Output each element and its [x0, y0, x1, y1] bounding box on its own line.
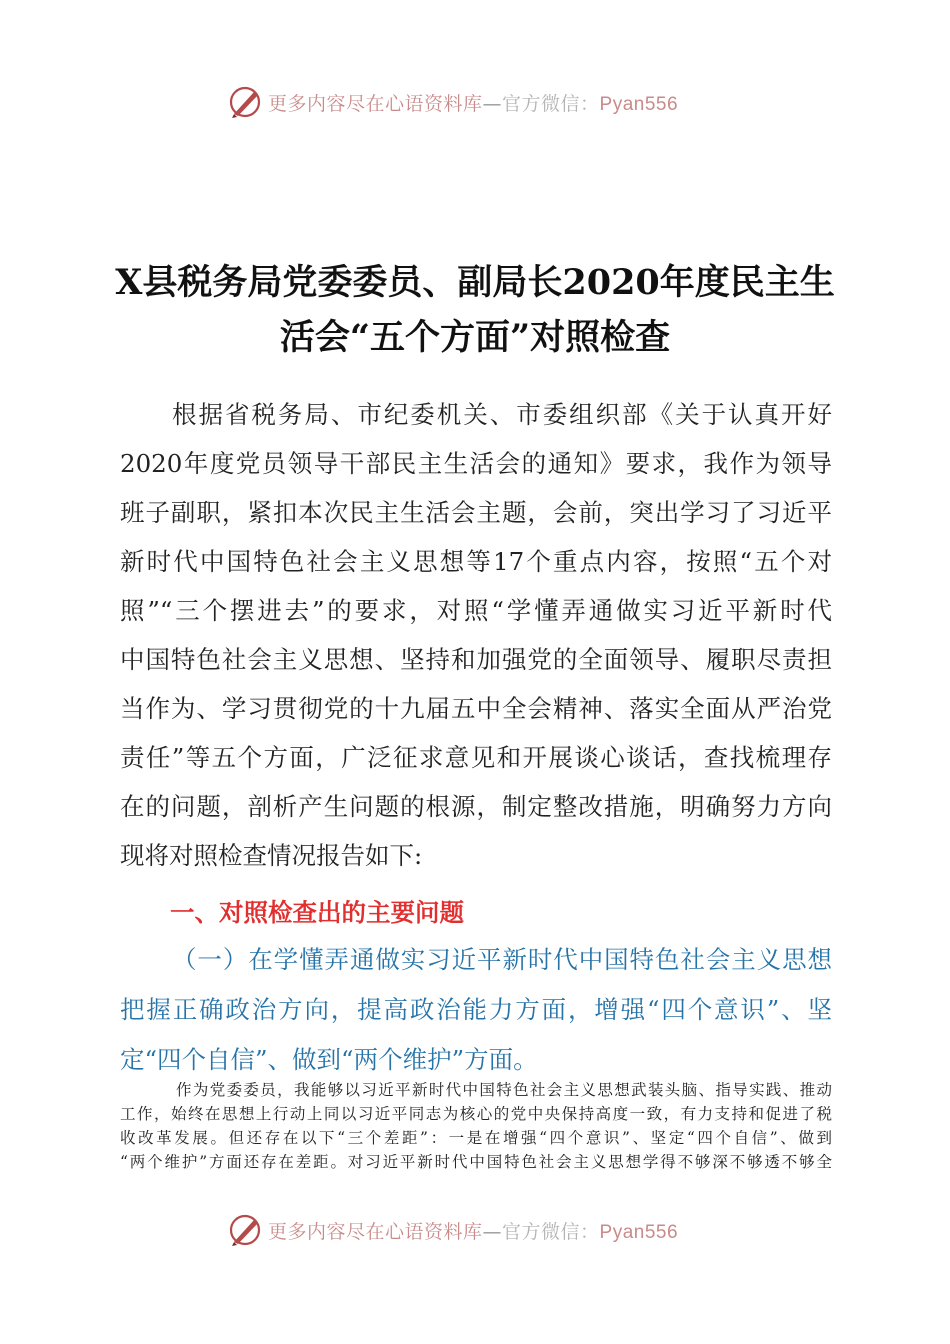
banner-id: Pyan556: [599, 93, 679, 115]
body-line: 工作，始终在思想上行动上同以习近平同志为核心的党中央保持高度一致，有力支持和促进了税: [120, 1105, 832, 1123]
section-heading: 一、对照检查出的主要问题: [170, 898, 464, 927]
paragraph-line: 当作为、学习贯彻党的十九届五中全会精神、落实全面从严治党: [120, 694, 832, 723]
banner-text: [268, 1217, 678, 1244]
document-title: [100, 255, 850, 365]
body-line: 作为党委委员，我能够以习近平新时代中国特色社会主义思想武装头脑、指导实践、推动: [176, 1081, 832, 1099]
banner-id: Pyan556: [599, 1221, 679, 1243]
title-line-2: 活会“五个方面”对照检查: [279, 317, 671, 358]
paragraph-line: 照”“三个摆进去”的要求，对照“学懂弄通做实习近平新时代: [120, 596, 832, 625]
subheading-line: （一）在学懂弄通做实习近平新时代中国特色社会主义思想: [172, 945, 832, 974]
banner-sub: 官方微信：: [502, 1220, 600, 1243]
subheading-line: 把握正确政治方向，提高政治能力方面，增强“四个意识”、坚: [120, 995, 832, 1024]
paragraph-line: 责任”等五个方面，广泛征求意见和开展谈心谈话，查找梳理存: [120, 743, 832, 772]
paragraph-line: 中国特色社会主义思想、坚持和加强党的全面领导、履职尽责担: [120, 645, 832, 674]
paragraph-line: 根据省税务局、市纪委机关、市委组织部《关于认真开好: [172, 400, 832, 429]
body-line: “两个维护”方面还存在差距。对习近平新时代中国特色社会主义思想学得不够深不够透不够全: [120, 1153, 832, 1171]
paragraph-line: 现将对照检查情况报告如下:: [120, 841, 423, 870]
subsection-heading: [120, 935, 832, 1085]
body-paragraph: [120, 1078, 832, 1174]
body-line: 收改革发展。但还存在以下“三个差距”：一是在增强“四个意识”、坚定“四个自信”、做到: [120, 1129, 832, 1147]
banner-sub: 官方微信：: [502, 92, 600, 115]
title-line-1: X县税务局党委委员、副局长2020年度民主生: [115, 262, 835, 303]
paragraph-line: 2020年度党员领导干部民主生活会的通知》要求，我作为领导: [120, 449, 832, 478]
banner-main: 更多内容尽在心语资料库: [268, 1220, 483, 1243]
paragraph-line: 新时代中国特色社会主义思想等17个重点内容，按照“五个对: [120, 547, 832, 576]
pen-logo-icon: [228, 1212, 264, 1248]
pen-logo-icon: [228, 84, 264, 120]
paragraph-line: 在的问题，剖析产生问题的根源，制定整改措施，明确努力方向: [120, 792, 832, 821]
footer-banner: [228, 1210, 748, 1250]
banner-dash: —: [482, 1220, 503, 1243]
banner-dash: —: [482, 92, 503, 115]
subheading-line: 定“四个自信”、做到“两个维护”方面。: [120, 1045, 538, 1074]
banner-text: [268, 89, 678, 116]
intro-paragraph: [120, 390, 832, 880]
header-banner: [228, 82, 748, 122]
banner-main: 更多内容尽在心语资料库: [268, 92, 483, 115]
paragraph-line: 班子副职，紧扣本次民主生活会主题，会前，突出学习了习近平: [120, 498, 832, 527]
